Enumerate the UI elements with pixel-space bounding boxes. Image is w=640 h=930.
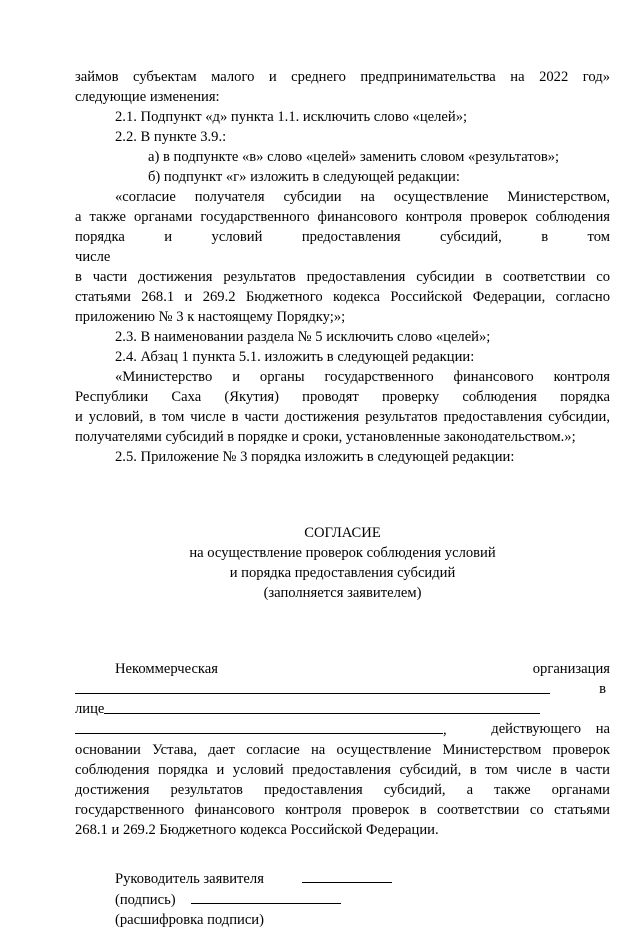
item-2-2-a: а) в подпункте «в» слово «целей» заменить словом «результатов»; bbox=[148, 149, 560, 165]
nko-line bbox=[75, 659, 610, 679]
org-name-blank[interactable] bbox=[75, 679, 550, 694]
intro-line: следующие изменения: bbox=[75, 89, 220, 105]
consent-subtitle: и порядка предоставления субсидий bbox=[229, 565, 456, 581]
body-line: 268.1 и 269.2 Бюджетного кодекса Российской Федерации. bbox=[75, 822, 439, 838]
intro-line: займов субъектам малого и среднего предпринимательства на 2022 год» bbox=[75, 69, 610, 85]
quote-line: и условий, в том числе в части достижения результатов предоставления субсидии, bbox=[75, 409, 610, 425]
quote-line: а также органами государственного финансового контроля проверок соблюдения bbox=[75, 209, 610, 225]
person-blank[interactable] bbox=[104, 699, 540, 714]
consent-title: СОГЛАСИЕ bbox=[304, 525, 381, 541]
nko-label-right: организация bbox=[532, 661, 610, 677]
quote-line: приложению № 3 к настоящему Порядку;»; bbox=[75, 309, 346, 325]
nko-label: Некоммерческая bbox=[115, 661, 218, 677]
item-2-2: 2.2. В пункте 3.9.: bbox=[115, 129, 227, 145]
acting-line bbox=[75, 719, 610, 740]
quote-line: получателями субсидий в порядке и сроки, установленные законодательством.»; bbox=[75, 429, 576, 445]
decode-label: (расшифровка подписи) bbox=[115, 912, 264, 928]
head-blank[interactable] bbox=[302, 868, 392, 883]
quote-line: статьями 268.1 и 269.2 Бюджетного кодекса Российской Федерации, согласно bbox=[75, 289, 610, 305]
item-2-3: 2.3. В наименовании раздела № 5 исключить слово «целей»; bbox=[115, 329, 491, 345]
item-2-2-b: б) подпункт «г» изложить в следующей редакции: bbox=[148, 169, 460, 185]
quote-line: «Министерство и органы государственного финансового контроля bbox=[115, 369, 610, 385]
quote-line: Республики Саха (Якутия) проводят проверку соблюдения порядка bbox=[75, 389, 610, 405]
signature-block bbox=[75, 868, 610, 930]
in-word: в bbox=[599, 681, 606, 697]
body-line: государственного финансового контроля проверок в соответствии со статьями bbox=[75, 802, 610, 818]
head-line bbox=[115, 868, 610, 889]
quote-consent bbox=[75, 187, 610, 327]
item-2-5: 2.5. Приложение № 3 порядка изложить в следующей редакции: bbox=[115, 449, 515, 465]
quote-line: «согласие получателя субсидии на осуществление Министерством, bbox=[115, 189, 610, 205]
quote-ministry bbox=[75, 367, 610, 447]
quote-line: порядка и условий предоставления субсидий, в том числе bbox=[75, 229, 610, 265]
person-line bbox=[75, 699, 610, 719]
position-blank[interactable] bbox=[75, 719, 443, 734]
item-2-4: 2.4. Абзац 1 пункта 5.1. изложить в следующей редакции: bbox=[115, 349, 475, 365]
consent-body bbox=[75, 740, 610, 840]
person-label: лице bbox=[75, 701, 105, 717]
acting-word: действующего bbox=[491, 721, 582, 737]
consent-note: (заполняется заявителем) bbox=[263, 585, 422, 601]
sign-line bbox=[115, 889, 610, 910]
consent-subtitle: на осуществление проверок соблюдения условий bbox=[189, 545, 496, 561]
item-2-1: 2.1. Подпункт «д» пункта 1.1. исключить слово «целей»; bbox=[115, 109, 468, 125]
acting-on: на bbox=[595, 721, 610, 737]
body-line: соблюдения порядка и условий предоставления субсидий, в том числе в части bbox=[75, 762, 610, 778]
body-line: достижения результатов предоставления субсидий, а также органами bbox=[75, 782, 610, 798]
comma: , bbox=[443, 722, 447, 738]
sign-blank[interactable] bbox=[191, 889, 341, 904]
sign-label: (подпись) bbox=[115, 892, 176, 908]
head-label: Руководитель заявителя bbox=[115, 871, 264, 887]
document-page bbox=[75, 67, 610, 930]
body-line: основании Устава, дает согласие на осуществление Министерством проверок bbox=[75, 742, 610, 758]
org-name-line bbox=[75, 679, 610, 699]
quote-line: в части достижения результатов предоставления субсидии в соответствии со bbox=[75, 269, 610, 285]
